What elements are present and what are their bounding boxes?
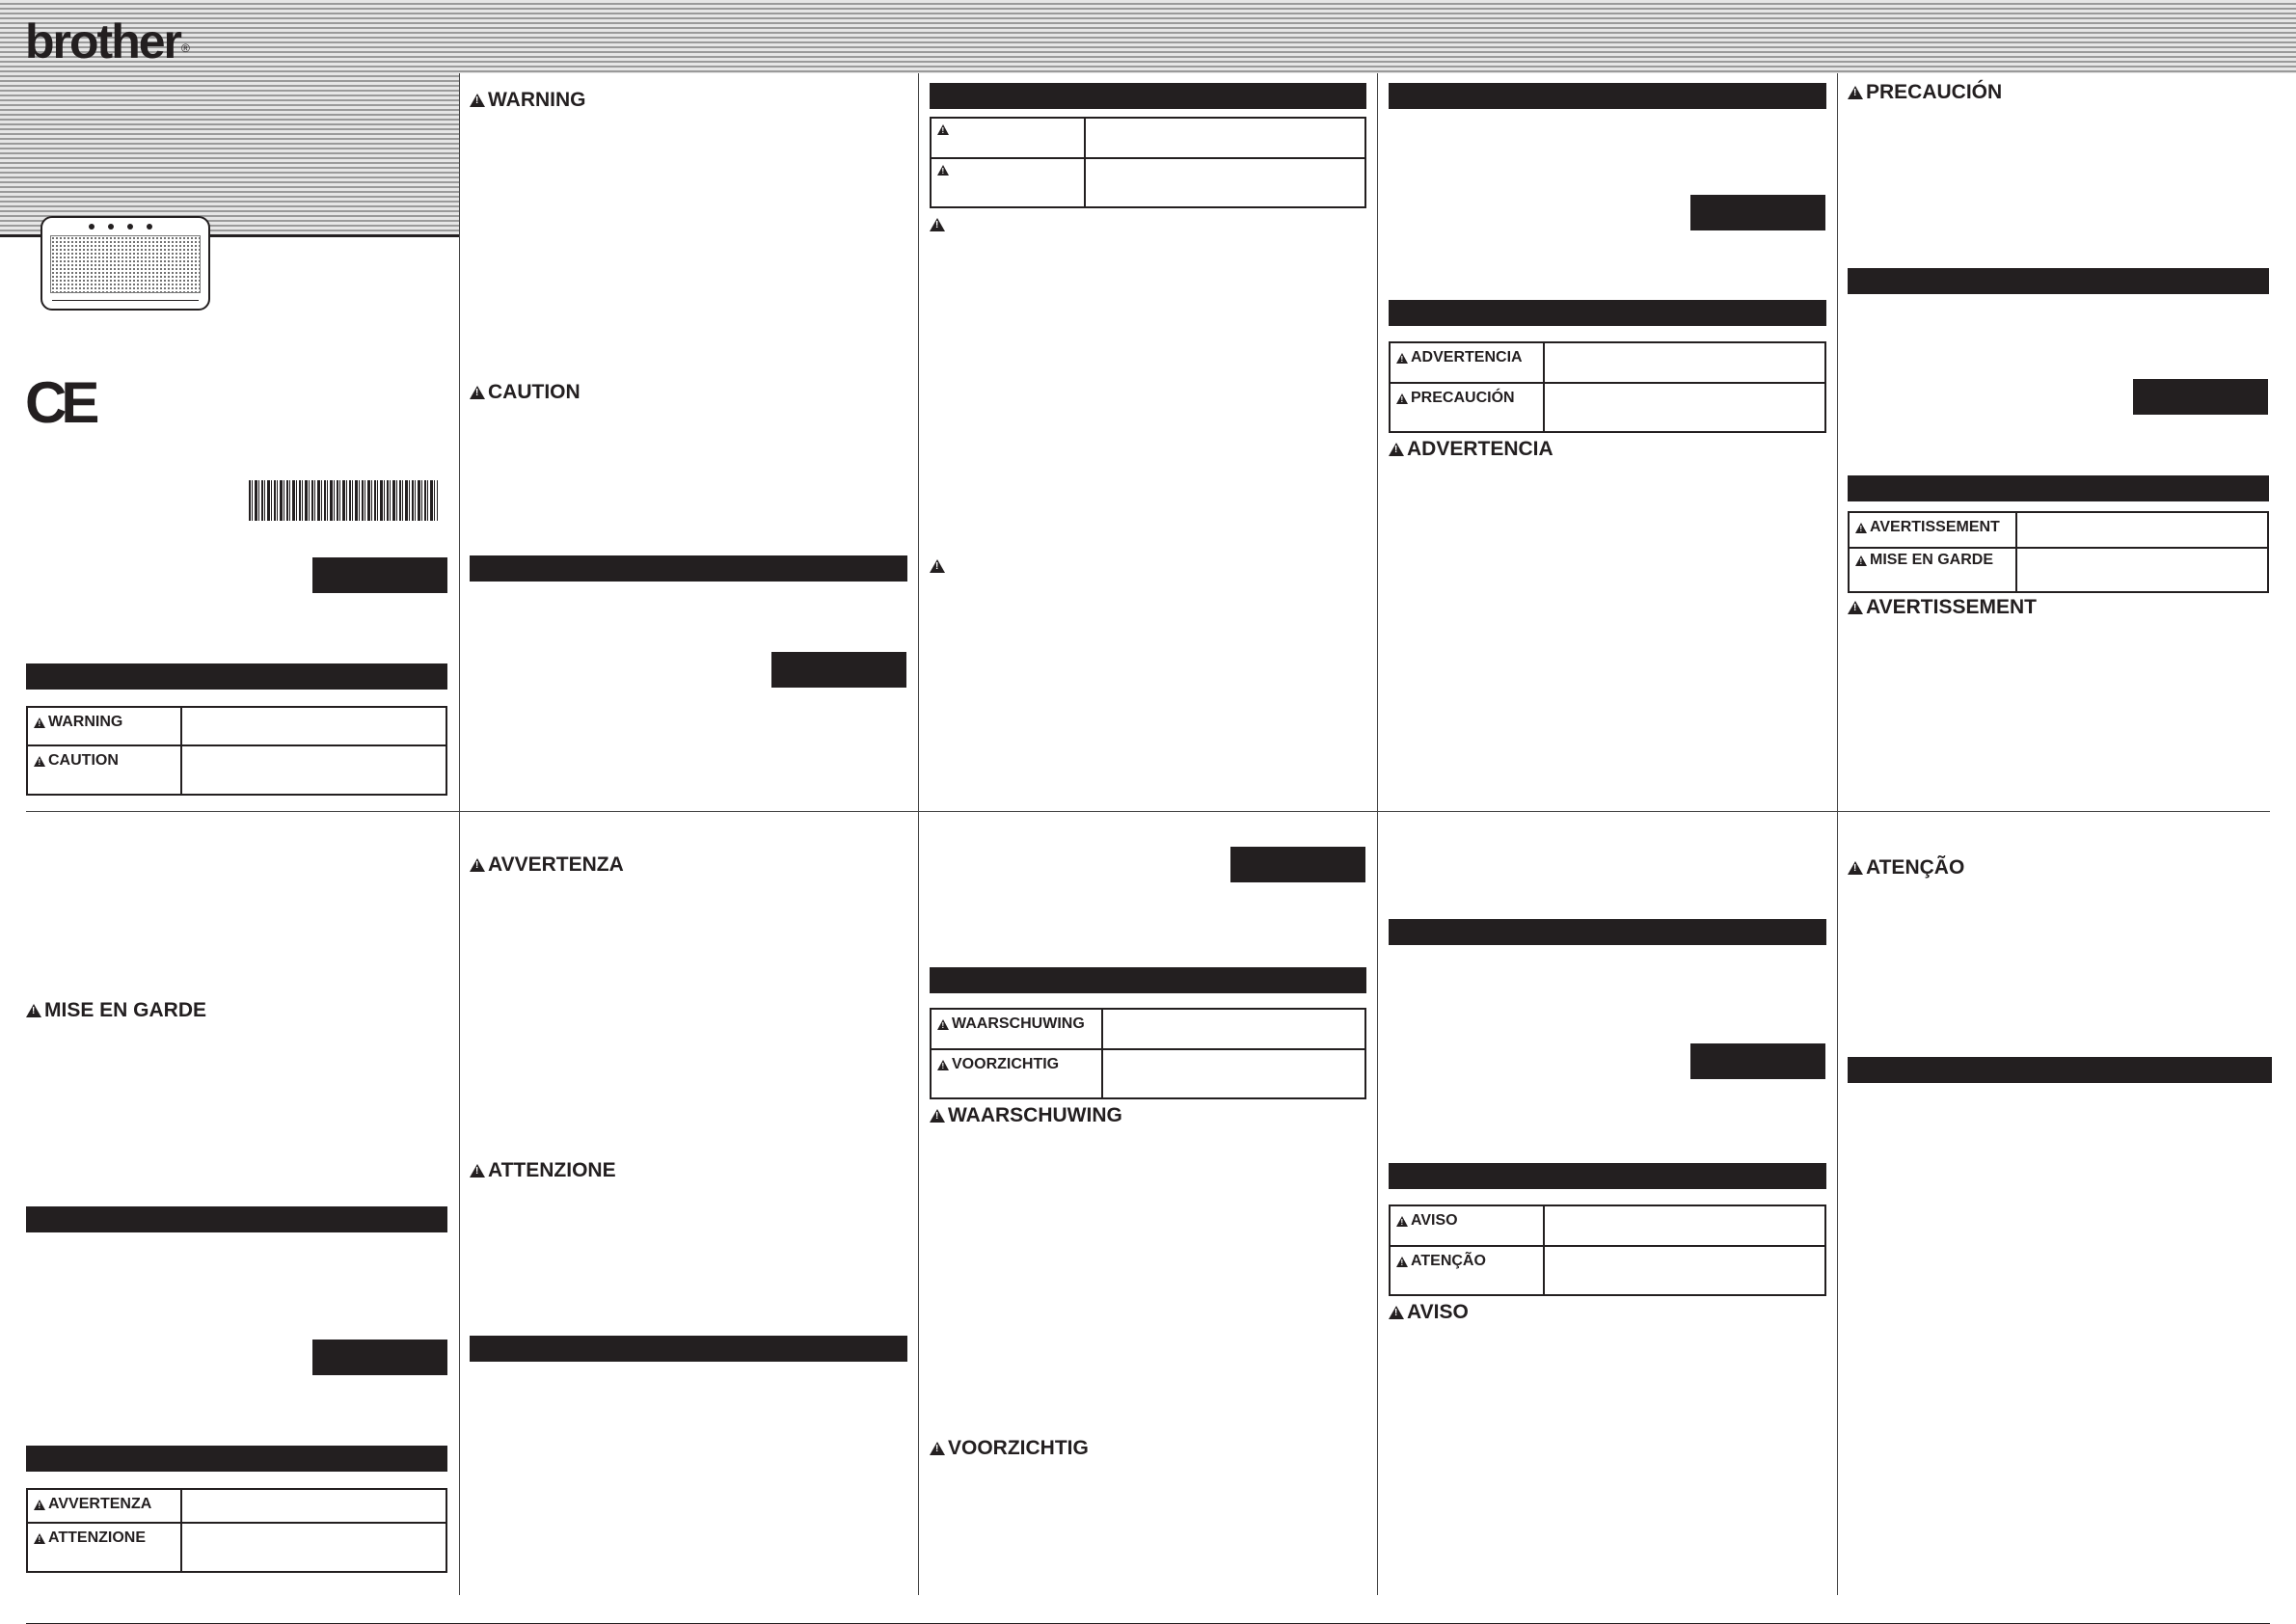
warning-triangle-icon — [26, 1004, 41, 1017]
warning-triangle-icon — [937, 124, 949, 135]
warning-triangle-icon — [1396, 353, 1408, 364]
section-band — [1389, 919, 1826, 945]
warning-triangle-icon — [1396, 1216, 1408, 1227]
signal-word-table-en: ! WARNING ! CAUTION — [26, 706, 447, 796]
heading-advertencia: ! ADVERTENCIA — [1389, 438, 1553, 461]
warning-triangle-icon — [937, 1060, 949, 1070]
warning-triangle-icon — [937, 165, 949, 176]
warning-triangle-icon — [937, 1019, 949, 1030]
warning-triangle-icon — [1848, 861, 1863, 875]
speakerphone-device — [41, 216, 210, 311]
heading-atencao: ! ATENÇÃO — [1848, 856, 1964, 880]
signal-word-table-fr: ! AVERTISSEMENT ! MISE EN GARDE — [1848, 511, 2269, 593]
ce-mark: CE — [25, 370, 95, 435]
section-band — [470, 555, 907, 582]
warning-triangle-icon — [1855, 523, 1867, 533]
heading-avertissement: ! AVERTISSEMENT — [1848, 596, 2037, 619]
barcode-image — [249, 480, 438, 521]
section-label-block — [771, 652, 906, 688]
signal-word-table-es: ! ADVERTENCIA ! PRECAUCIÓN — [1389, 341, 1826, 433]
heading-avvertenza: ! AVVERTENZA — [470, 853, 624, 877]
warning-triangle-icon — [1389, 443, 1404, 456]
brother-logo: brother® — [25, 14, 190, 68]
signal-word-table-blank — [930, 117, 1366, 208]
warning-triangle-icon — [470, 386, 485, 399]
warning-triangle-icon — [1855, 555, 1867, 566]
column-divider — [1377, 73, 1378, 1595]
device-base — [52, 300, 199, 305]
heading-precaucion: ! PRECAUCIÓN — [1848, 81, 2002, 104]
section-band — [930, 967, 1366, 993]
section-band — [1848, 475, 2269, 501]
column-divider — [1837, 73, 1838, 1595]
heading-attenzione: ! ATTENZIONE — [470, 1159, 616, 1182]
warning-triangle-icon — [930, 1109, 945, 1123]
warning-triangle-icon — [930, 218, 945, 231]
section-label-block — [2133, 379, 2268, 415]
device-buttons — [50, 224, 201, 231]
heading-waarschuwing: ! WAARSCHUWING — [930, 1104, 1122, 1127]
section-label-block — [1690, 195, 1825, 230]
section-band — [1389, 300, 1826, 326]
heading-mise-en-garde: ! MISE EN GARDE — [26, 999, 206, 1022]
section-band — [1389, 83, 1826, 109]
section-band — [1389, 1163, 1826, 1189]
heading-aviso: ! AVISO — [1389, 1301, 1469, 1324]
section-band — [470, 1336, 907, 1362]
device-speaker-grille — [50, 235, 201, 293]
signal-word-table-nl: ! WAARSCHUWING ! VOORZICHTIG — [930, 1008, 1366, 1099]
warning-triangle-icon — [930, 559, 945, 573]
signal-word-table-pt: ! AVISO ! ATENÇÃO — [1389, 1204, 1826, 1296]
warning-triangle-icon — [1848, 601, 1863, 614]
warning-triangle-mark — [930, 218, 948, 231]
warning-triangle-icon — [470, 94, 485, 107]
warning-triangle-mark — [930, 559, 948, 573]
section-band — [26, 1446, 447, 1472]
section-band — [930, 83, 1366, 109]
fold-divider — [26, 811, 2270, 812]
warning-triangle-icon — [34, 1500, 45, 1510]
heading-warning: ! WARNING — [470, 89, 586, 112]
warning-triangle-icon — [930, 1442, 945, 1455]
section-band — [1848, 268, 2269, 294]
warning-triangle-icon — [34, 1533, 45, 1544]
section-label-block — [1690, 1043, 1825, 1079]
section-label-block — [1230, 847, 1365, 882]
warning-triangle-icon — [34, 717, 45, 728]
column-divider — [918, 73, 919, 1595]
section-label-block — [312, 1340, 447, 1375]
column-divider — [459, 73, 460, 1595]
warning-triangle-icon — [1389, 1306, 1404, 1319]
heading-caution: ! CAUTION — [470, 381, 581, 404]
warning-triangle-icon — [1396, 393, 1408, 404]
warning-triangle-icon — [1396, 1257, 1408, 1267]
warning-triangle-icon — [470, 1164, 485, 1177]
warning-triangle-icon — [470, 858, 485, 872]
section-band — [26, 663, 447, 690]
section-band — [26, 1206, 447, 1232]
warning-triangle-icon — [1848, 86, 1863, 99]
section-label-block — [312, 557, 447, 593]
signal-word-table-it: ! AVVERTENZA ! ATTENZIONE — [26, 1488, 447, 1573]
heading-voorzichtig: ! VOORZICHTIG — [930, 1437, 1089, 1460]
warning-triangle-icon — [34, 756, 45, 767]
section-band — [1848, 1057, 2272, 1083]
